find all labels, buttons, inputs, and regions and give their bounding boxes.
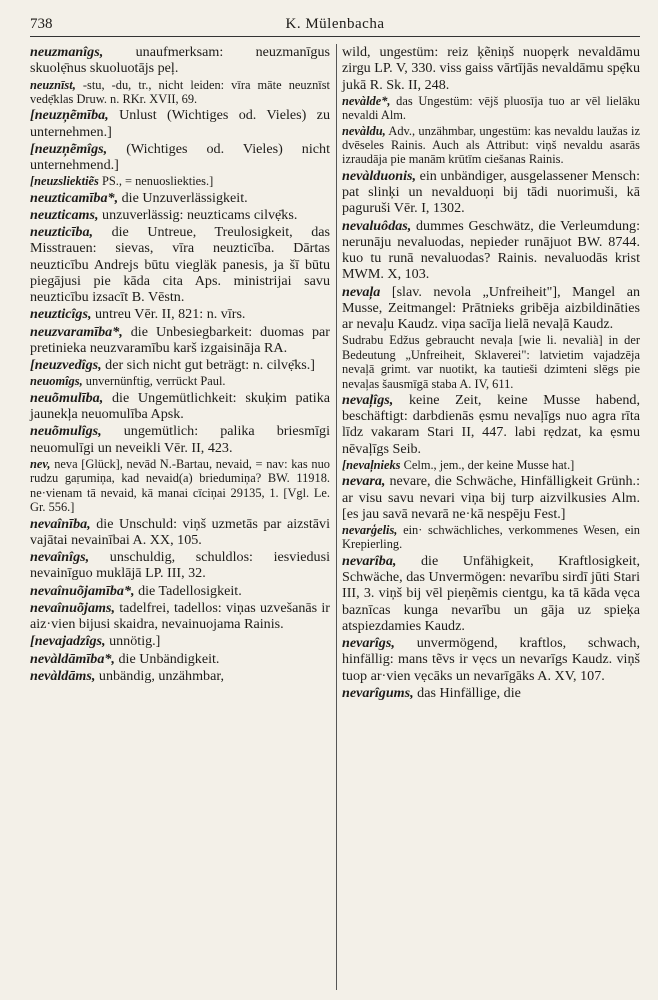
dictionary-entry	[342, 458, 640, 472]
entry-text: keine Zeit, keine Musse habend, beschäftigt: darbdienās ẹsmu nevaļīgs nuo agra rīta līdz vakaram Stari II, 447. labi rẹdzat, ka ẹsmu nēvaļīgs Seib.	[342, 391, 640, 457]
dictionary-entry	[30, 78, 330, 107]
entry-text: PS., = nenuosliekties.]	[98, 174, 214, 189]
entry-text: untreu Vēr. II, 821: n. vīrs.	[91, 306, 246, 323]
entry-text: die Unbändigkeit.	[114, 650, 220, 667]
entry-text: Sudrabu Edžus gebraucht nevaļa [wie li. nevalià] in der Bedeutung „Unfreiheit, Sklaverei": latvietim vajadzēja nevaļā grimt. var nuotikt, ka tautieši dzimteni slēgs pie nevaļas šausmīgā staba A. IV, 611.	[342, 333, 640, 391]
dictionary-entry	[30, 357, 330, 373]
entry-headword: [nevajadzîgs,	[30, 633, 106, 650]
entry-headword: nevàldu,	[342, 123, 386, 138]
entry-text: die Unbesiegbarkeit: duomas par pretinieka neuzvaramību karš izgaisināja RA.	[30, 323, 330, 356]
entry-text: unnötig.]	[105, 633, 161, 650]
entry-text: das Ungestüm: vējš pluosīja tuo ar vēl lielāku nevaldi Alm.	[342, 93, 640, 123]
dictionary-entry	[30, 44, 330, 77]
entry-headword: nevàlduonis,	[342, 167, 417, 184]
entry-text: die Ungemütlichkeit: skuķim patika jaunekļa neuomulība Apsk.	[30, 389, 330, 423]
entry-headword: neuõmulîgs,	[30, 423, 102, 440]
entry-text: ungemütlich: palika briesmīgi neuomulīgi un neveikli Vēr. II, 423.	[30, 423, 330, 456]
entry-headword: neuzticamība*,	[30, 189, 119, 206]
dictionary-entry	[342, 473, 640, 522]
dictionary-entry	[30, 174, 330, 188]
entry-headword: nevara,	[342, 473, 386, 490]
entry-headword: nevarîgums,	[342, 684, 414, 701]
entry-text: die Tadellosigkeit.	[134, 582, 242, 599]
dictionary-entry	[30, 423, 330, 456]
entry-headword: nevaînība,	[30, 515, 91, 532]
entry-headword: neuzmanîgs,	[30, 44, 104, 60]
entry-headword: nevarîgs,	[342, 635, 395, 652]
entry-headword: nevaļa	[342, 283, 381, 300]
entry-text: nevare, die Schwäche, Hinfälligkeit Grünh.: ar visu savu nevari viņa bij turp aizvilkusies Alm. [es jau savā nevarā ne·kā nespēju Fest.]	[342, 473, 640, 522]
entry-headword: neuomîgs,	[30, 374, 83, 389]
dictionary-entry	[30, 583, 330, 599]
entry-headword: [neuzvedîgs,	[30, 357, 102, 374]
left-column	[30, 44, 330, 685]
entry-headword: [neuzsliektiẽs	[30, 174, 99, 189]
entry-headword: nevaînuõjams,	[30, 599, 115, 616]
entry-text: die Unzuverlässigkeit.	[118, 189, 248, 206]
dictionary-entry	[30, 549, 330, 582]
dictionary-entry	[342, 333, 640, 391]
entry-headword: nevaînuõjamība*,	[30, 582, 135, 599]
dictionary-entry	[342, 284, 640, 333]
entry-text: unschuldig, schuldlos: iesviedusi nevainīguo muklājā LP. III, 32.	[30, 549, 330, 582]
entry-text: unvernünftig, verrückt Paul.	[82, 374, 226, 389]
entry-text: unvermögend, kraftlos, schwach, hinfällig: mans tẽvs ir vẹcs un nevarīgs Kaudz. viņš tuop ar·vien vẹcāks un nevarīgāks A. XV, 107.	[342, 635, 640, 684]
dictionary-entry	[30, 516, 330, 549]
entry-headword: nevàldāmība*,	[30, 650, 115, 667]
entry-text: dummes Geschwätz, die Verleumdung: nerunāju nevaluodas, nepieder runājuot BW. 8744. kuo tu runā nevaluodas? Rainis. nevaluodās krist MWM. X, 103.	[342, 217, 640, 283]
dictionary-entry	[30, 457, 330, 515]
entry-text: die Unschuld: viņš uzmetās par aizstāvi vajātai nevainībai A. XX, 105.	[30, 515, 330, 548]
entry-headword: [nevaļnieks	[342, 457, 401, 472]
dictionary-entry	[342, 44, 640, 93]
entry-headword: nevàlde*,	[342, 93, 391, 108]
entry-text: Celm., jem., der keine Musse hat.]	[400, 457, 575, 472]
entry-text: der sich nicht gut beträgt: n. cilvẹ̄ks.]	[101, 357, 315, 374]
entry-headword: nevaļîgs,	[342, 391, 394, 408]
dictionary-entry	[30, 224, 330, 305]
running-head: K. Mülenbacha	[285, 16, 385, 32]
entry-text: neva [Glück], nevād N.-Bartau, nevaid, = nav: kas nuo rudzu gaṛumiņa, kad nevaid(a) briedumiņa? BW. 11918. ne·vienam tā nevaid, kā manai cīciņai 29135, 1. [Vgl. Le. Gr. 556.]	[30, 456, 330, 515]
column-divider	[336, 44, 337, 990]
entry-headword: neuõmulība,	[30, 389, 104, 406]
page-header	[30, 14, 640, 37]
entry-headword: nevaluôdas,	[342, 217, 412, 234]
dictionary-entry	[30, 141, 330, 174]
dictionary-entry	[30, 324, 330, 357]
dictionary-entry	[342, 635, 640, 684]
entry-text: Adv., unzähmbar, ungestüm: kas nevaldu laužas iz dvēseles Rainis. Auch als Attribut: viņš nevaldu asarās izraudāja pie manām krūtīm ciešanas Rainis.	[342, 123, 640, 167]
entry-text: unbändig, unzähmbar,	[95, 667, 224, 684]
entry-headword: neuzticība,	[30, 224, 94, 241]
dictionary-entry	[342, 218, 640, 283]
entry-text: das Hinfällige, die	[413, 684, 521, 701]
entry-headword: neuzticîgs,	[30, 306, 92, 323]
entry-headword: nevàldāms,	[30, 667, 96, 684]
entry-text: wild, ungestüm: reiz ķẽniņš nuopẹrk nevaldāmu zirgu LP. V, 330. viss gaiss vārtījās nevaldāmu spẹ̄ku jukā R. Sk. II, 248.	[342, 44, 640, 93]
dictionary-entry	[30, 651, 330, 667]
dictionary-entry	[30, 207, 330, 223]
dictionary-entry	[342, 523, 640, 552]
entry-headword: neuzticams,	[30, 206, 99, 223]
entry-headword: [neuzņẽmība,	[30, 107, 109, 124]
dictionary-entry	[30, 390, 330, 423]
dictionary-entry	[342, 94, 640, 123]
entry-headword: nevarîba,	[342, 552, 397, 569]
entry-headword: neuznīst,	[30, 77, 76, 92]
dictionary-entry	[342, 168, 640, 217]
entry-headword: neuzvaramība*,	[30, 323, 123, 340]
entry-text: Unlust (Wichtiges od. Vieles) zu unternehmen.]	[30, 107, 330, 140]
entry-text: ein unbändiger, ausgelassener Mensch: pat slinķi un nevalduoņi bij tādi nuorimuši, kā paguruši Vēr. I, 1302.	[342, 167, 640, 217]
dictionary-entry	[30, 668, 330, 684]
right-column	[342, 44, 640, 702]
entry-text: (Wichtiges od. Vieles) nicht unternehmend.]	[30, 140, 330, 174]
entry-text: die Unfähigkeit, Kraftlosigkeit, Schwäche, das Unvermögen: nevarību sirdī jūti Stari III, 3. viņš bij vēl pieņẽmis cientgu, ka tā kāda vẹca baznīcas kunga nevarību un gāja uz spieķa atspiezdamies Kaudz.	[342, 552, 640, 634]
dictionary-entry	[30, 306, 330, 322]
dictionary-entry	[30, 633, 330, 649]
entry-headword: [neuzņẽmîgs,	[30, 140, 108, 157]
entry-text: unzuverlässig: neuzticams cilvẹ̄ks.	[98, 206, 298, 223]
entry-headword: nev,	[30, 456, 51, 471]
dictionary-entry	[30, 600, 330, 633]
dictionary-entry	[342, 392, 640, 457]
page-number: 738	[30, 16, 53, 32]
dictionary-entry	[30, 374, 330, 388]
dictionary-entry	[342, 124, 640, 167]
entry-text: die Untreue, Treulosigkeit, das Misstrauen: sievas, vīra neuzticība. Dārtas neuzticību Andrejs būtu viegläk panesis, ja šī būtu piegājusi pie kāda cita Aps. ministrijai savu neuzticību izsacīt B. Vēstn.	[30, 224, 330, 306]
entry-text: ein· schwächliches, verkommenes Wesen, ein Krepierling.	[342, 523, 640, 552]
dictionary-entry	[342, 685, 640, 701]
entry-text: -stu, -du, tr., nicht leiden: vīra māte neuznīst vedẹ̄klas Druw. n. RKr. XVII, 69.	[30, 77, 330, 106]
dictionary-entry	[30, 190, 330, 206]
dictionary-entry	[30, 107, 330, 140]
entry-headword: nevaînîgs,	[30, 549, 90, 565]
dictionary-entry	[342, 553, 640, 634]
entry-headword: nevarģelis,	[342, 523, 398, 538]
entry-text: unaufmerksam: neuzmanīgus skuolẹ̄nus skuoluotājs peļ.	[30, 44, 330, 77]
entry-text: [slav. nevola „Unfreiheit"], Mangel an Musse, Zeitmangel: Prātnieks gribēja aizbildināties ar nevaļu Kaudz. viņa sacīja lielā nevaļā Kaudz.	[342, 283, 640, 333]
entry-text: tadelfrei, tadellos: viņas uzvešanās ir aiz·vien bijusi skaidra, nevainuojama Rainis.	[30, 599, 330, 632]
